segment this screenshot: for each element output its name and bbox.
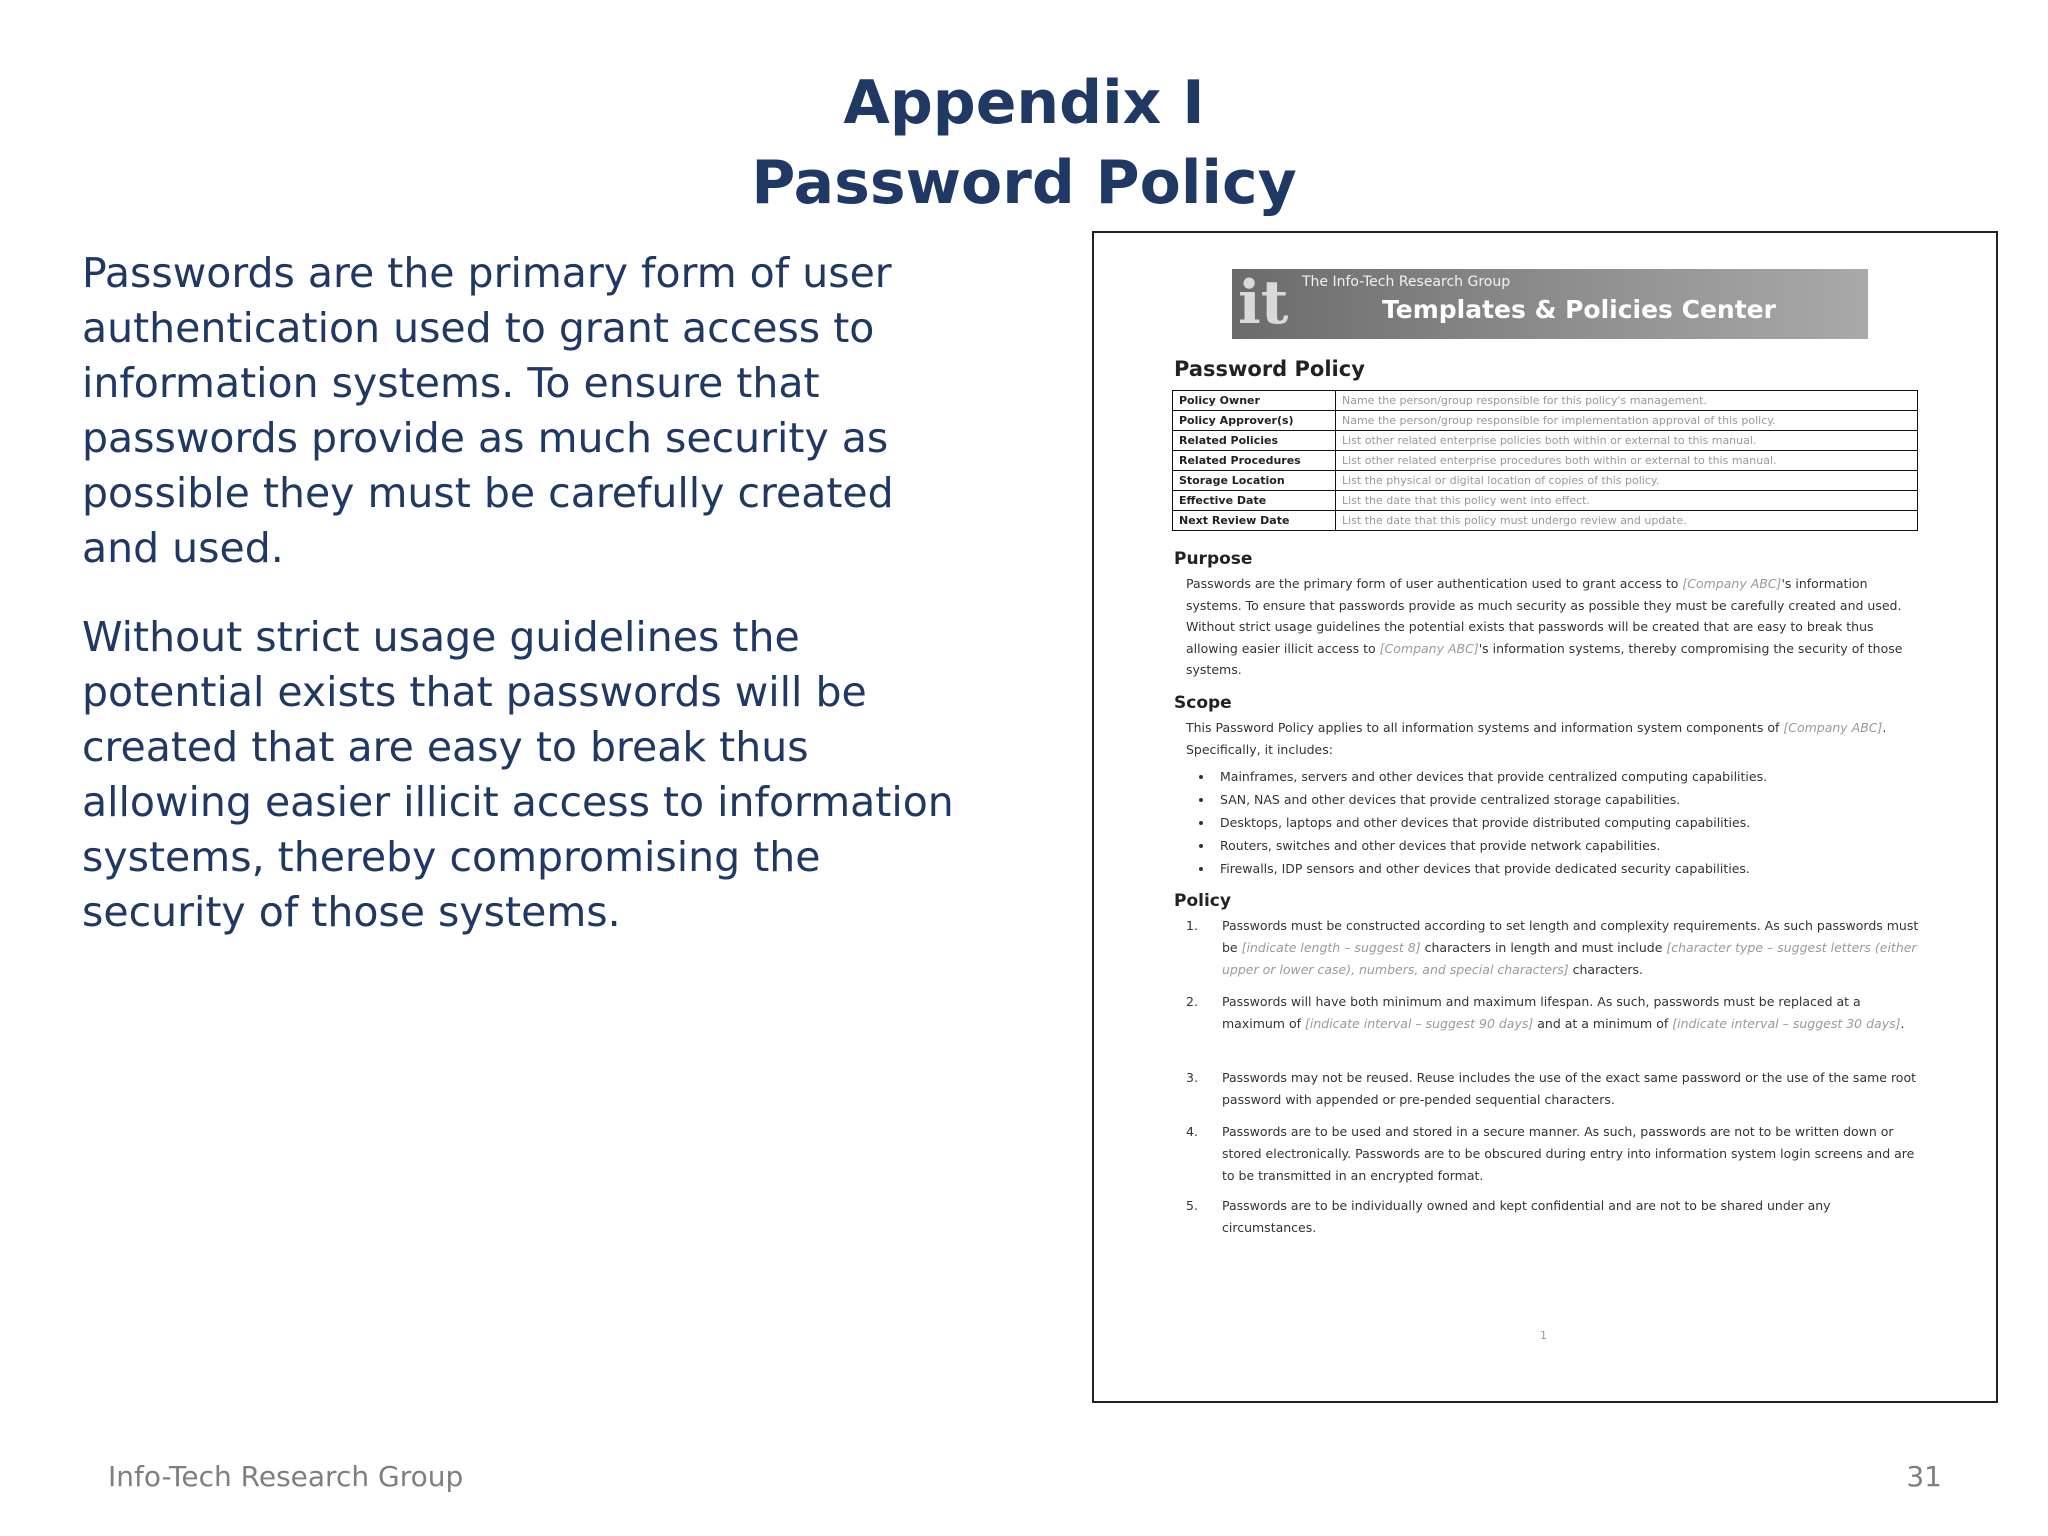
list-item: • Routers, switches and other devices that provide network capabilities. xyxy=(1214,834,1914,857)
meta-value: List the date that this policy must undergo review and update. xyxy=(1336,511,1918,531)
meta-key: Related Procedures xyxy=(1173,451,1336,471)
document-title: Password Policy xyxy=(1174,357,1365,381)
policy-item-number: 2. xyxy=(1186,994,1198,1009)
placeholder: [indicate interval – suggest 90 days] xyxy=(1304,1016,1534,1031)
slide-title-line1: Appendix I xyxy=(843,68,1205,138)
list-item: • SAN, NAS and other devices that provide centralized storage capabilities. xyxy=(1214,788,1914,811)
policy-document-thumbnail xyxy=(1092,231,1998,1403)
banner-title: Templates & Policies Center xyxy=(1382,295,1776,324)
scope-text-part: This Password Policy applies to all information systems and information system components of xyxy=(1186,720,1784,735)
meta-key: Policy Approver(s) xyxy=(1173,411,1336,431)
policy-text-part: Passwords are to be used and stored in a secure manner. As such, passwords are not to be written down or stored electronically. Passwords are to be obscured during entry into information system login screens and are to be transmitted in an encrypted format. xyxy=(1222,1124,1915,1183)
policy-text-part: . xyxy=(1900,1016,1905,1031)
table-row xyxy=(1173,431,1918,451)
placeholder-company: [Company ABC] xyxy=(1379,640,1479,656)
policy-item xyxy=(1186,1121,1926,1187)
purpose-heading: Purpose xyxy=(1174,549,1253,569)
placeholder: [indicate interval – suggest 30 days] xyxy=(1672,1016,1901,1031)
meta-key: Policy Owner xyxy=(1173,391,1336,411)
slide-title-line2: Password Policy xyxy=(751,148,1297,218)
policy-text-part: characters. xyxy=(1568,962,1643,977)
slide-page-number: 31 xyxy=(1906,1460,1942,1493)
policy-item-number: 5. xyxy=(1186,1198,1198,1213)
purpose-text xyxy=(1186,573,1926,681)
policy-item xyxy=(1186,991,1926,1035)
meta-value: List other related enterprise policies both within or external to this manual. xyxy=(1336,431,1918,451)
placeholder: [indicate length – suggest 8] xyxy=(1241,940,1421,955)
list-item: • Firewalls, IDP sensors and other devices that provide dedicated security capabilities. xyxy=(1214,857,1914,880)
document-page-number: 1 xyxy=(1540,1329,1547,1342)
policy-text-part: Passwords will have both minimum and maximum lifespan. As such, passwords must be replaced at a maximum of xyxy=(1222,994,1861,1031)
document-banner xyxy=(1232,269,1868,339)
purpose-text-part: 's information systems, thereby compromising the security of those systems. xyxy=(1186,640,1903,677)
policy-meta-table xyxy=(1172,390,1918,531)
meta-value: Name the person/group responsible for this policy's management. xyxy=(1336,391,1918,411)
meta-value: List other related enterprise procedures both within or external to this manual. xyxy=(1336,451,1918,471)
meta-key: Storage Location xyxy=(1173,471,1336,491)
table-row xyxy=(1173,511,1918,531)
policy-item xyxy=(1186,915,1926,981)
scope-list xyxy=(1194,765,1914,880)
placeholder-company: [Company ABC] xyxy=(1682,576,1782,591)
policy-item-number: 3. xyxy=(1186,1070,1198,1085)
policy-item xyxy=(1186,1195,1926,1239)
list-item: • Desktops, laptops and other devices that provide distributed computing capabilities. xyxy=(1214,811,1914,834)
policy-item-number: 1. xyxy=(1186,918,1198,933)
policy-text-part: Passwords may not be reused. Reuse includes the use of the exact same password or the use of the same root password with appended or pre-pended sequential characters. xyxy=(1222,1070,1917,1107)
infotech-logo: it xyxy=(1238,268,1289,338)
meta-value: List the physical or digital location of copies of this policy. xyxy=(1336,471,1918,491)
guidelines-paragraph: Without strict usage guidelines the potential exists that passwords will be created that are easy to break thus allowing easier illicit access to information systems, thereby compromising the security of those systems. xyxy=(82,613,954,936)
policy-text-part: and at a minimum of xyxy=(1533,1016,1673,1031)
policy-heading: Policy xyxy=(1174,891,1231,911)
meta-value: Name the person/group responsible for implementation approval of this policy. xyxy=(1336,411,1918,431)
table-row xyxy=(1173,491,1918,511)
banner-org-name: The Info-Tech Research Group xyxy=(1302,274,1511,290)
table-row xyxy=(1173,411,1918,431)
meta-key: Related Policies xyxy=(1173,431,1336,451)
purpose-text-part: 's information systems. To ensure that passwords provide as much security as possible they must be carefully created and used. Without strict usage guidelines the potential exists that passwords will be created that are easy to break thus allowing easier illicit access to xyxy=(1186,576,1902,656)
purpose-text-part: Passwords are the primary form of user authentication used to grant access to xyxy=(1186,576,1683,591)
footer-company: Info-Tech Research Group xyxy=(108,1460,464,1493)
meta-value: List the date that this policy went into effect. xyxy=(1336,491,1918,511)
meta-key: Next Review Date xyxy=(1173,511,1336,531)
policy-text-part: Passwords are to be individually owned and kept confidential and are not to be shared under any circumstances. xyxy=(1222,1198,1831,1235)
scope-text xyxy=(1186,717,1926,760)
list-item: • Mainframes, servers and other devices that provide centralized computing capabilities. xyxy=(1214,765,1914,788)
table-row xyxy=(1173,451,1918,471)
policy-text-part: Passwords must be constructed according to set length and complexity requirements. As such passwords must be xyxy=(1222,918,1919,955)
scope-text-part: . Specifically, it includes: xyxy=(1186,720,1887,757)
policy-text-part: characters in length and must include xyxy=(1420,940,1667,955)
table-row xyxy=(1173,471,1918,491)
policy-item xyxy=(1186,1067,1926,1111)
intro-paragraph: Passwords are the primary form of user authentication used to grant access to information systems. To ensure that passwords provide as much security as possible they must be carefully created and used. xyxy=(82,249,894,572)
scope-heading: Scope xyxy=(1174,693,1232,713)
meta-key: Effective Date xyxy=(1173,491,1336,511)
policy-item-number: 4. xyxy=(1186,1124,1198,1139)
placeholder-company: [Company ABC] xyxy=(1783,720,1883,735)
table-row xyxy=(1173,391,1918,411)
placeholder: [character type – suggest letters (either upper or lower case), numbers, and special characters] xyxy=(1222,940,1917,977)
